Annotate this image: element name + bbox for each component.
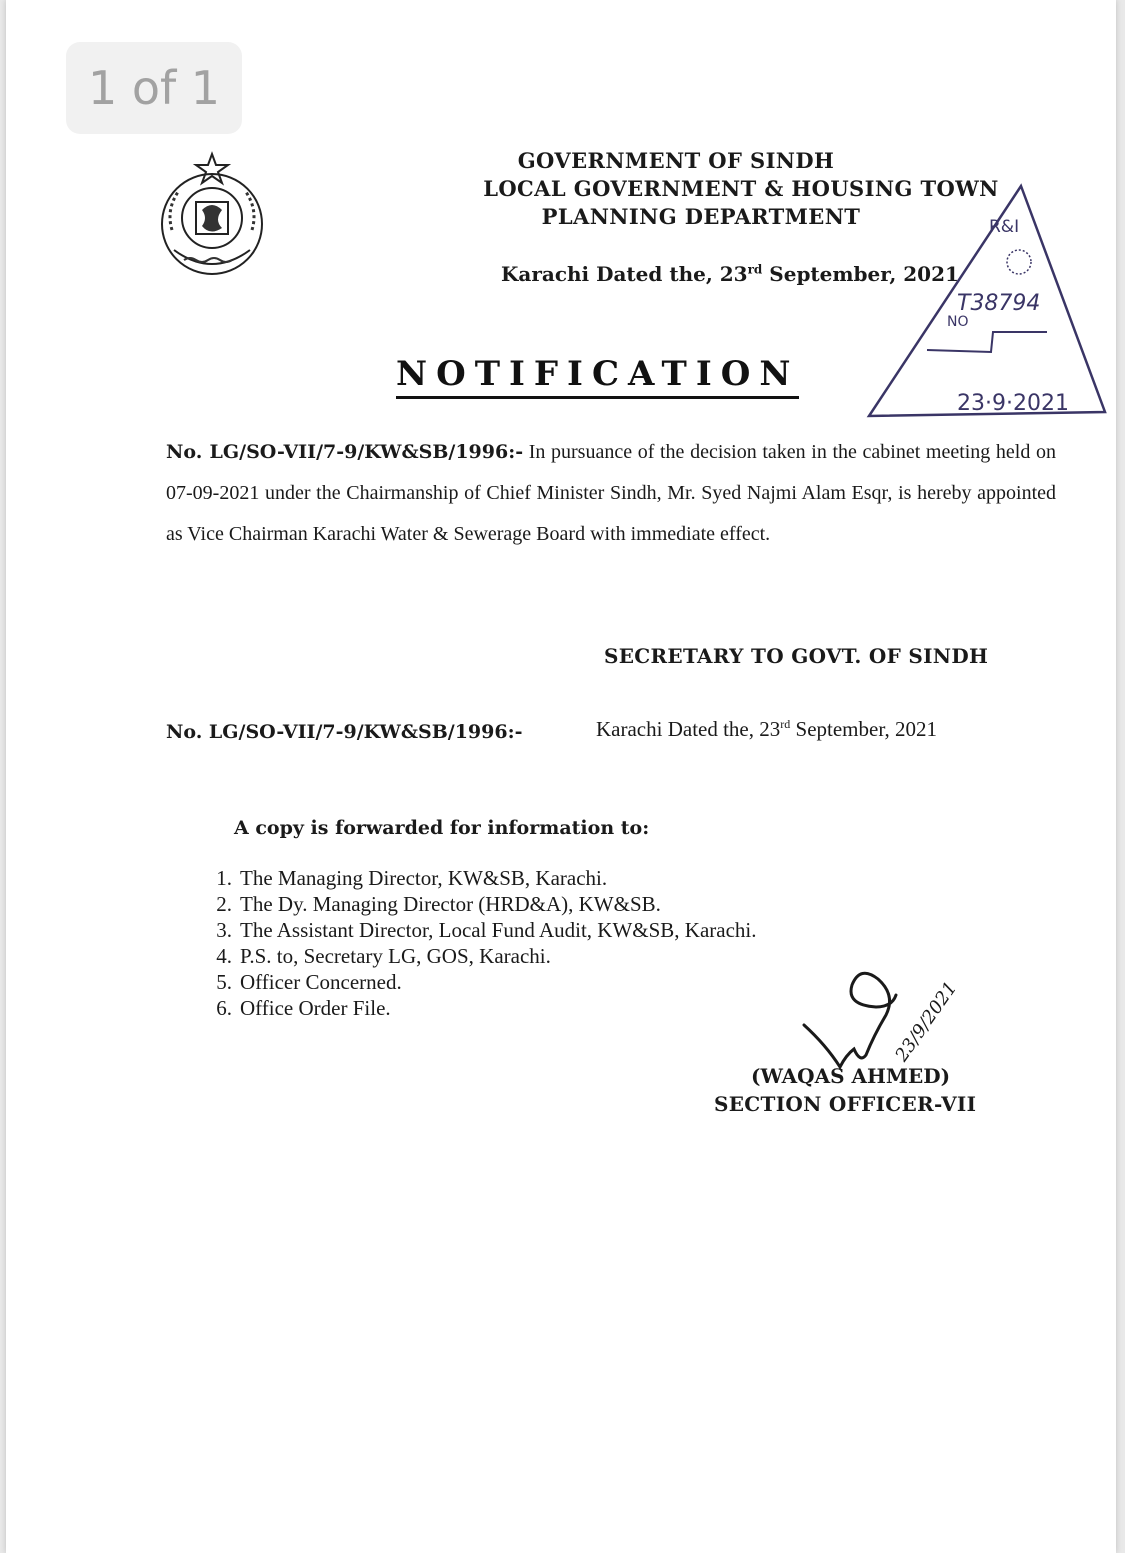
signer-name: (WAQAS AHMED)	[751, 1064, 951, 1088]
signature-date: 23/9/2021	[891, 977, 962, 1066]
notification-text: In pursuance of the decision taken in the cabinet meeting held on 07-09-2021 under the Chairmanship of Chief Minister Sindh, Mr. Syed Najmi Alam Esqr, is hereby appointed as Vice Chairman Karachi Water & Sewerage Board with immediate effect.	[166, 441, 1056, 545]
list-item: 4. P.S. to, Secretary LG, GOS, Karachi.	[216, 944, 551, 968]
stamp-no-label: NO	[947, 314, 969, 330]
list-item: 5. Officer Concerned.	[216, 970, 402, 994]
stamp-label: R&I	[989, 217, 1020, 237]
header-line-1: GOVERNMENT OF SINDH	[517, 148, 835, 173]
forwarding-reference: No. LG/SO-VII/7-9/KW&SB/1996:-	[166, 721, 523, 743]
stamp-number: T38794	[957, 291, 1041, 316]
copy-heading: A copy is forwarded for information to:	[234, 817, 650, 839]
forwarding-date: Karachi Dated the, 23rd September, 2021	[596, 717, 937, 741]
page-counter: 1 of 1	[66, 42, 242, 134]
list-item: 3. The Assistant Director, Local Fund Audit, KW&SB, Karachi.	[216, 918, 757, 942]
notification-reference: No. LG/SO-VII/7-9/KW&SB/1996:-	[166, 441, 524, 463]
copy-recipient-list	[196, 865, 757, 1021]
signer-title: SECTION OFFICER-VII	[714, 1092, 977, 1116]
secretary-line: SECRETARY TO GOVT. OF SINDH	[604, 644, 989, 668]
header-line-2: LOCAL GOVERNMENT & HOUSING TOWN	[483, 176, 999, 201]
header-line-3: PLANNING DEPARTMENT	[541, 204, 861, 229]
receipt-stamp	[861, 180, 1111, 435]
document-page	[6, 0, 1116, 1553]
notification-title: NOTIFICATION	[396, 354, 799, 399]
list-item: 1. The Managing Director, KW&SB, Karachi.	[216, 866, 608, 890]
stamp-date: 23·9·2021	[957, 391, 1069, 416]
handwritten-signature	[796, 945, 976, 1075]
sindh-seal-logo	[144, 150, 280, 290]
list-item: 6. Office Order File.	[216, 996, 391, 1020]
list-item: 2. The Dy. Managing Director (HRD&A), KW&SB.	[216, 892, 661, 916]
notification-body	[166, 432, 1056, 555]
header-date: Karachi Dated the, 23rd September, 2021	[501, 262, 959, 286]
